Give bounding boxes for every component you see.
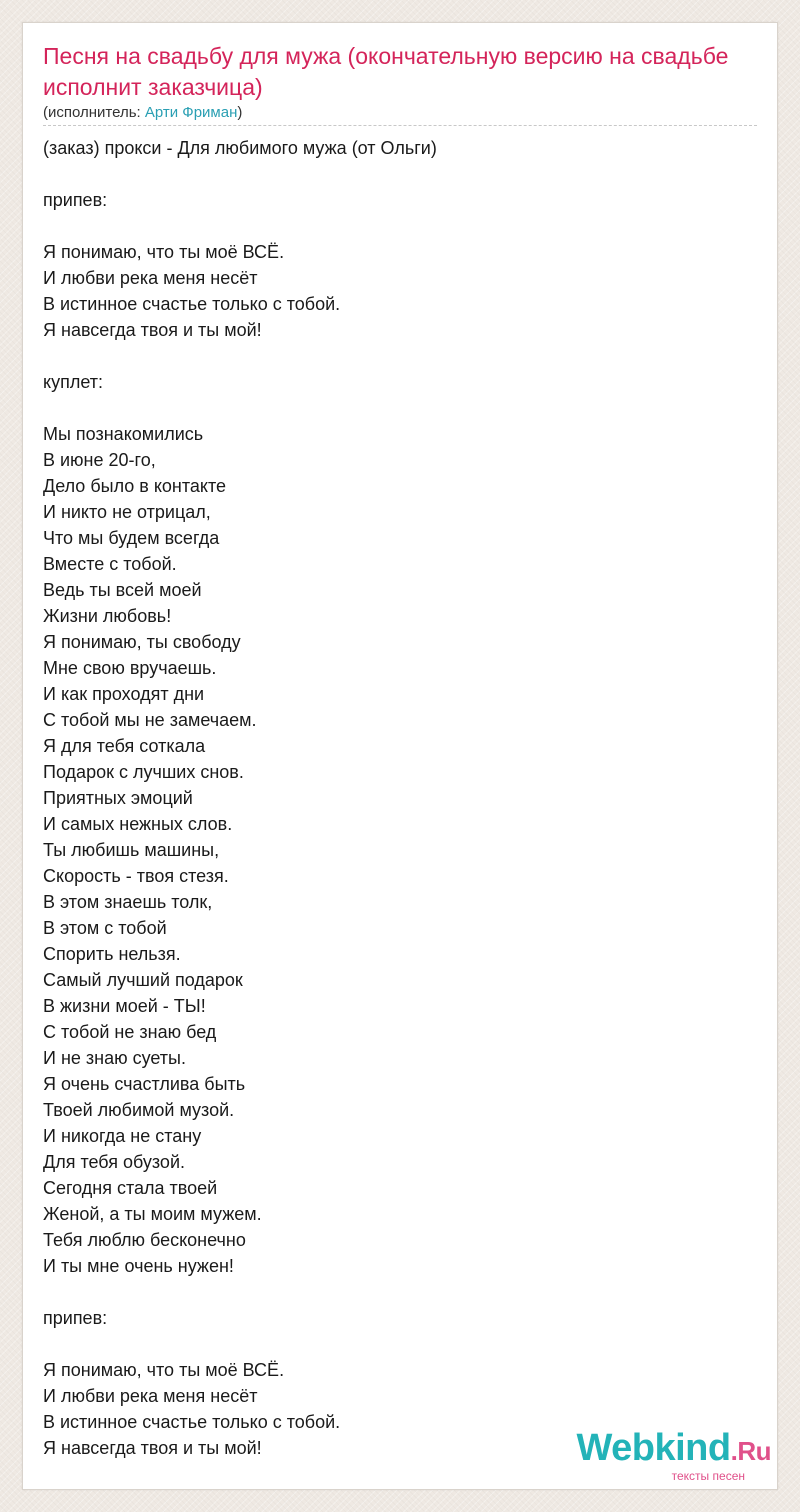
lyric-line: (заказ) прокси - Для любимого мужа (от Ольги) — [43, 138, 437, 158]
lyric-line: Ты любишь машины, — [43, 840, 220, 860]
lyric-line: Я для тебя соткала — [43, 736, 206, 756]
logo-tagline: тексты песен — [671, 1469, 745, 1483]
lyric-line: припев: — [43, 190, 108, 210]
lyric-line — [43, 1331, 743, 1357]
lyric-line: В июне 20-го, — [43, 450, 156, 470]
lyrics-text — [43, 135, 743, 1461]
lyric-line: И как проходят дни — [43, 684, 205, 704]
lyric-line: Твоей любимой музой. — [43, 1100, 235, 1120]
lyric-line: И самых нежных слов. — [43, 814, 233, 834]
lyric-line: Дело было в контакте — [43, 476, 227, 496]
lyric-line — [43, 343, 743, 369]
lyric-line: В этом с тобой — [43, 918, 167, 938]
site-logo[interactable] — [576, 1425, 771, 1485]
lyric-line: И ты мне очень нужен! — [43, 1256, 234, 1276]
lyric-line: Приятных эмоций — [43, 788, 193, 808]
lyric-line: Мы познакомились — [43, 424, 204, 444]
artist-suffix: ) — [237, 104, 243, 121]
lyrics-card — [22, 22, 778, 1490]
lyric-line: И любви река меня несёт — [43, 1386, 258, 1406]
lyric-line: Самый лучший подарок — [43, 970, 243, 990]
lyric-line: Что мы будем всегда — [43, 528, 220, 548]
lyric-line: И любви река меня несёт — [43, 268, 258, 288]
lyric-line: куплет: — [43, 372, 103, 392]
lyric-line: И никто не отрицал, — [43, 502, 211, 522]
lyric-line: В жизни моей - ТЫ! — [43, 996, 206, 1016]
lyric-line: С тобой не знаю бед — [43, 1022, 217, 1042]
lyric-line: Сегодня стала твоей — [43, 1178, 218, 1198]
logo-word: Webkind — [576, 1427, 731, 1469]
lyric-line: В истинное счастье только с тобой. — [43, 294, 341, 314]
lyric-line — [43, 395, 743, 421]
dashed-divider — [43, 125, 757, 126]
lyric-line: Женой, а ты моим мужем. — [43, 1204, 262, 1224]
lyric-line: Ведь ты всей моей — [43, 580, 202, 600]
artist-link[interactable]: Арти Фриман — [144, 104, 238, 121]
lyric-line — [43, 161, 743, 187]
lyric-line: Я понимаю, что ты моё ВСЁ. — [43, 242, 285, 262]
lyric-line: Я очень счастлива быть — [43, 1074, 246, 1094]
lyric-line: Я навсегда твоя и ты мой! — [43, 320, 262, 340]
lyric-line: Для тебя обузой. — [43, 1152, 185, 1172]
lyric-line: В этом знаешь толк, — [43, 892, 213, 912]
lyric-line: Я навсегда твоя и ты мой! — [43, 1438, 262, 1458]
logo-tld: .Ru — [730, 1436, 771, 1466]
lyric-line: Подарок с лучших снов. — [43, 762, 244, 782]
lyric-line — [43, 1279, 743, 1305]
lyric-line: Вместе с тобой. — [43, 554, 177, 574]
artist-line — [43, 103, 242, 123]
lyric-line: Я понимаю, ты свободу — [43, 632, 241, 652]
lyric-line: И никогда не стану — [43, 1126, 202, 1146]
lyric-line: Я понимаю, что ты моё ВСЁ. — [43, 1360, 285, 1380]
lyric-line — [43, 213, 743, 239]
lyric-line: Жизни любовь! — [43, 606, 172, 626]
lyric-line: Мне свою вручаешь. — [43, 658, 217, 678]
lyric-line: Тебя люблю бесконечно — [43, 1230, 246, 1250]
lyric-line: Спорить нельзя. — [43, 944, 181, 964]
lyric-line: И не знаю суеты. — [43, 1048, 186, 1068]
logo-wordmark — [576, 1425, 771, 1474]
artist-prefix: (исполнитель: — [43, 104, 145, 121]
lyric-line: припев: — [43, 1308, 108, 1328]
lyric-line: Скорость - твоя стезя. — [43, 866, 229, 886]
song-title: Песня на свадьбу для мужа (окончательную версию на свадьбе исполнит заказчица) — [43, 43, 729, 100]
lyric-line: С тобой мы не замечаем. — [43, 710, 257, 730]
lyric-line: В истинное счастье только с тобой. — [43, 1412, 341, 1432]
